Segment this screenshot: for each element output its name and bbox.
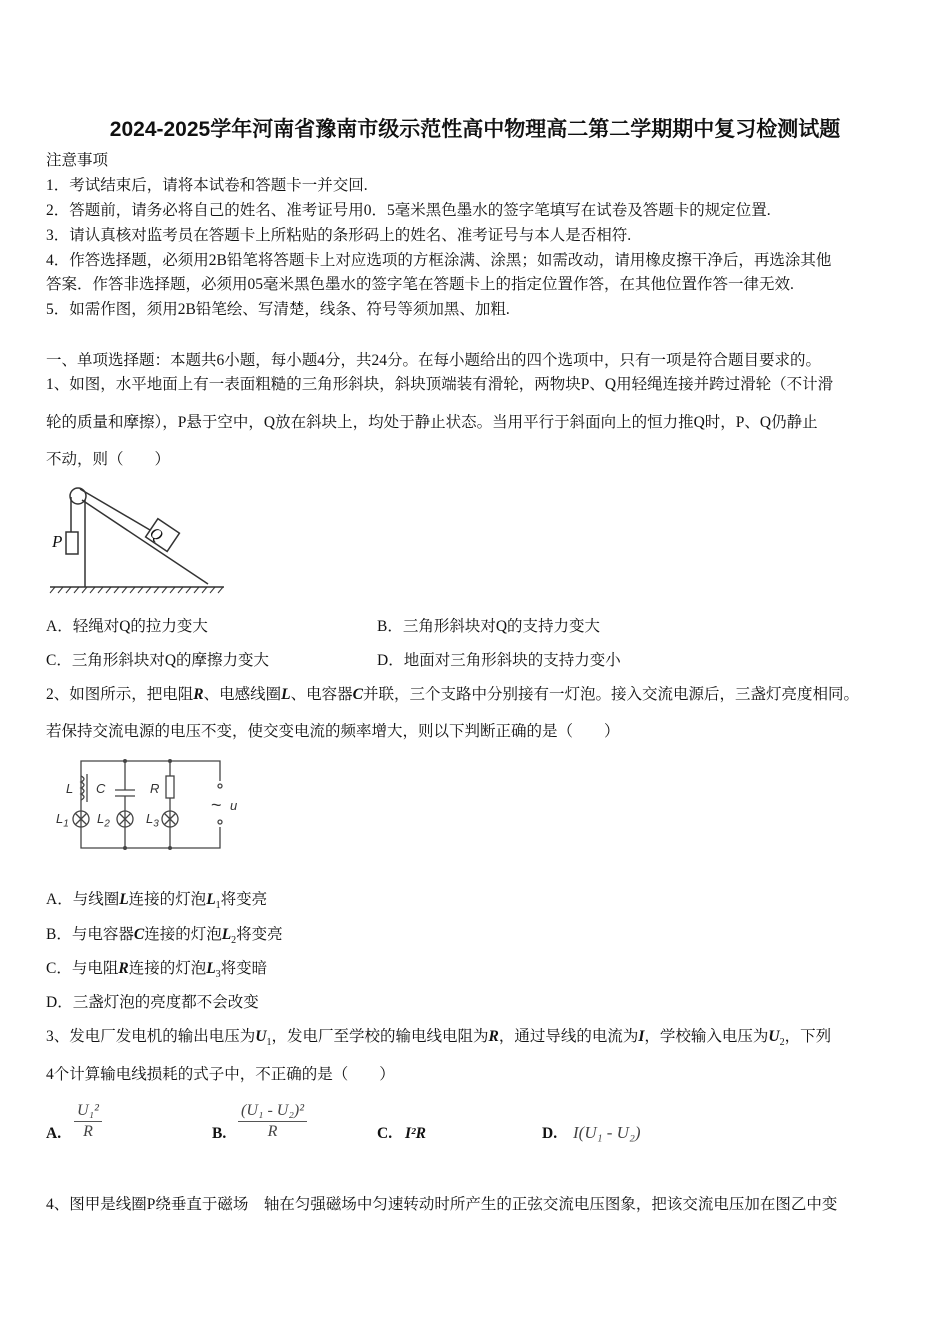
q1-option-c[interactable]: C．三角形斜块对Q的摩擦力变大	[46, 652, 270, 669]
q1-text: 不动，则（ ）	[46, 451, 171, 468]
section-heading: 一、单项选择题：本题共6小题，每小题4分，共24分。在每小题给出的四个选项中，只有一项是符合题目要求的。	[46, 352, 822, 369]
q3-option-b-label[interactable]: B.	[212, 1125, 227, 1142]
q3-option-b-formula: $\frac{\text{(U₁ - U₂)²}}{R}$	[238, 1101, 307, 1142]
note-item: 3．请认真核对监考员在答题卡上所粘贴的条形码上的姓名、准考证号与本人是否相符.	[46, 227, 632, 244]
q3-option-d-formula: I(U₁ - U₂)	[573, 1123, 641, 1142]
q3-text: 3、发电厂发电机的输出电压为$U_1$，发电厂至学校的输电线电阻为R，通过导线的电流为I，学校输入电压为$U_2$，下列	[46, 1028, 832, 1049]
q2-option-a[interactable]: A．与线圈L连接的灯泡$L_1$将变亮	[46, 891, 268, 912]
note-item: 2．答题前，请务必将自己的姓名、准考证号用0．5毫米黑色墨水的签字笔填写在试卷及答题卡的规定位置.	[46, 202, 771, 219]
exam-page: 2024-2025学年河南省豫南市级示范性高中物理高二第二学期期中复习检测试题 注意事项 1．考试结束后，请将本试卷和答题卡一并交回. 2．答题前，请务必将自己的姓名、准考证号用0．5毫米黑色墨水的签字笔填写在试卷及答题卡的规定位置. 3．请认真核对监考员在答题卡上所粘贴的条形码上的姓名、准考证号与本人是否相符. 4．作答选择题，必须用2B铅笔将答题卡上对应选项的方框涂满、涂黑；如需改动，请用橡皮擦干净后，再选涂其他 答案．作答非选择题，必须用05毫米黑色墨水的签字笔在答题卡上的指定位置作答，在其他位置作答一律无效. 5．如需作图，须用2B铅笔绘、写清楚，线条、符号等须加黑、加粗. 一、单项选择题：本题共6小题，每小题4分，共24分。在每小题给出的四个选项中，只有一项是符合题目要求的。 1、如图，水平地面上有一表面粗糙的三角形斜块，斜块顶端装有滑轮，两物块P、Q用轻绳连接并跨过滑轮（不计滑 轮的质量和摩擦），P悬于空中，Q放在斜块上，均处于静止状态。当用平行于斜面向上的恒力推Q时，P、Q仍静止 不动，则（ ） P Q A．轻绳对Q的拉力变大 B．三角形斜块对Q的支持力变大 C．三角形斜块对Q的摩擦力变大 D．地面对三角形斜块的支持力变小 2、如图所示，把电阻R、电感线圈L、电容器C并联，三个支路中分别接有一灯泡。接入交流电源后，三盏灯亮度相同。 若保持交流电源的电压不变，使交变电流的频率增大，则以下判断正确的是（ ） L C R $L_1$ $L_2$ $L_3$ ~ u A．与线圈L连接的灯泡$L_1$将变亮 B．与电容器C连接的灯泡$L_2$将变亮 C．与电阻R连接的灯泡$L_3$将变暗 D．三盏灯泡的亮度都不会改变 3、发电厂发电机的输出电压为$U_1$，发电厂至学校的输电线电阻为R，通过导线的电流为I，学校输入电压为$U_2$，下列 4个计算输电线损耗的式子中，不正确的是（ ） A. $\frac{\text{U₁²}}{R}$ B. $\frac{\text{(U₁ - U₂)²}}{R}$ C. I²R D. I(U₁ - U₂) 4、图甲是线圈P绕垂直于磁场 轴在匀强磁场中匀速转动时所产生的正弦交流电压图象，把该交流电压加在图乙中变	[0, 0, 950, 1344]
q2-text: 若保持交流电源的电压不变，使交变电流的频率增大，则以下判断正确的是（ ）	[46, 723, 620, 740]
note-item: 1．考试结束后，请将本试卷和答题卡一并交回.	[46, 177, 368, 194]
q1-text: 1、如图，水平地面上有一表面粗糙的三角形斜块，斜块顶端装有滑轮，两物块P、Q用轻绳连接并跨过滑轮（不计滑	[46, 376, 834, 393]
q3-option-c-label[interactable]: C.	[377, 1125, 393, 1142]
q1-text: 轮的质量和摩擦），P悬于空中，Q放在斜块上，均处于静止状态。当用平行于斜面向上的恒力推Q时，P、Q仍静止	[46, 414, 818, 431]
q3-option-d-label[interactable]: D.	[542, 1125, 558, 1142]
note-item: 4．作答选择题，必须用2B铅笔将答题卡上对应选项的方框涂满、涂黑；如需改动，请用橡皮擦干净后，再选涂其他	[46, 252, 832, 269]
label-q: Q	[146, 524, 166, 545]
q4-text: 4、图甲是线圈P绕垂直于磁场 轴在匀强磁场中匀速转动时所产生的正弦交流电压图象，把该交流电压加在图乙中变	[46, 1196, 838, 1213]
page-title: 2024-2025学年河南省豫南市级示范性高中物理高二第二学期期中复习检测试题	[109, 118, 841, 141]
block-p	[66, 532, 78, 554]
q2-option-d[interactable]: D．三盏灯泡的亮度都不会改变	[46, 994, 259, 1011]
note-item: 5．如需作图，须用2B铅笔绘、写清楚，线条、符号等须加黑、加粗.	[46, 301, 510, 318]
circuit-figure	[73, 759, 222, 850]
q1-option-b[interactable]: B．三角形斜块对Q的支持力变大	[377, 618, 601, 635]
q2-option-b[interactable]: B．与电容器C连接的灯泡$L_2$将变亮	[46, 926, 283, 947]
q1-option-a[interactable]: A．轻绳对Q的拉力变大	[46, 618, 208, 635]
q3-option-a-formula: $\frac{\text{U₁²}}{R}$	[74, 1101, 102, 1142]
note-item: 答案．作答非选择题，必须用05毫米黑色墨水的签字笔在答题卡上的指定位置作答，在其他位置作答一律无效.	[46, 276, 794, 293]
q2-option-c[interactable]: C．与电阻R连接的灯泡$L_3$将变暗	[46, 960, 268, 981]
q3-option-c-formula: I²R	[405, 1125, 427, 1142]
label-p: P	[52, 532, 63, 551]
q3-text: 4个计算输电线损耗的式子中，不正确的是（ ）	[46, 1066, 395, 1083]
q3-option-a-label[interactable]: A.	[46, 1125, 62, 1142]
notes-heading: 注意事项	[46, 152, 109, 169]
q2-text: 2、如图所示，把电阻R、电感线圈L、电容器C并联，三个支路中分别接有一灯泡。接入交流电源后，三盏灯亮度相同。	[46, 686, 859, 703]
q1-option-d[interactable]: D．地面对三角形斜块的支持力变小	[377, 652, 621, 669]
incline-figure	[50, 488, 224, 593]
